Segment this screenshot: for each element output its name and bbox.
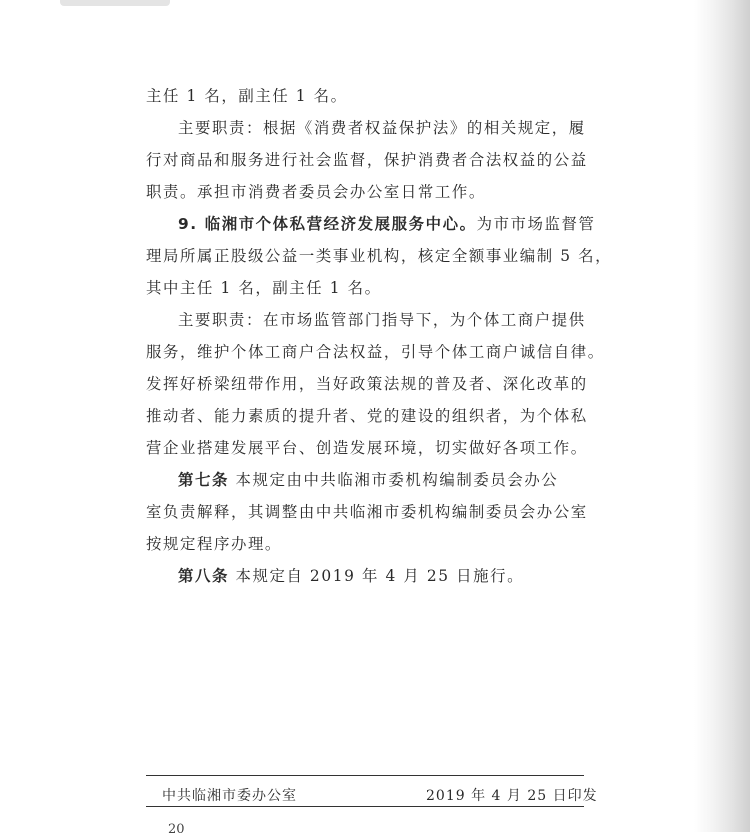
body-line: 服务，维护个体工商户合法权益，引导个体工商户诚信自律。 (146, 343, 605, 361)
body-line: 行对商品和服务进行社会监督，保护消费者合法权益的公益 (146, 151, 588, 169)
body-line: 主要职责：在市场监管部门指导下，为个体工商户提供 (178, 311, 586, 329)
footer-bottom-rule (146, 806, 584, 807)
body-line: 主任 1 名，副主任 1 名。 (146, 87, 348, 105)
article-heading: 第七条 (178, 471, 229, 489)
binding-shadow (694, 0, 750, 832)
body-line: 营企业搭建发展平台、创造发展环境，切实做好各项工作。 (146, 439, 588, 457)
page-number: 20 (168, 822, 185, 837)
footer-top-rule (146, 775, 584, 776)
body-line: 主要职责：根据《消费者权益保护法》的相关规定，履 (178, 119, 586, 137)
section-heading: 9. 临湘市个体私营经济发展服务中心。 (178, 215, 477, 233)
footer-issuer: 中共临湘市委办公室 (162, 788, 297, 804)
body-line: 9. 临湘市个体私营经济发展服务中心。为市市场监督管 (178, 215, 596, 233)
scan-smudge (60, 0, 170, 6)
body-line: 推动者、能力素质的提升者、党的建设的组织者，为个体私 (146, 407, 588, 425)
body-line: 发挥好桥梁纽带作用，当好政策法规的普及者、深化改革的 (146, 375, 588, 393)
body-line: 理局所属正股级公益一类事业机构，核定全额事业编制 5 名， (146, 247, 613, 265)
body-line: 第七条 本规定由中共临湘市委机构编制委员会办公 (178, 471, 559, 489)
body-line: 职责。承担市消费者委员会办公室日常工作。 (146, 183, 486, 201)
body-line: 室负责解释，其调整由中共临湘市委机构编制委员会办公室 (146, 503, 588, 521)
footer-print-date: 2019 年 4 月 25 日印发 (426, 788, 598, 804)
body-line: 第八条 本规定自 2019 年 4 月 25 日施行。 (178, 567, 525, 585)
body-line: 按规定程序办理。 (146, 535, 282, 553)
article-heading: 第八条 (178, 567, 229, 585)
body-line: 其中主任 1 名，副主任 1 名。 (146, 279, 382, 297)
